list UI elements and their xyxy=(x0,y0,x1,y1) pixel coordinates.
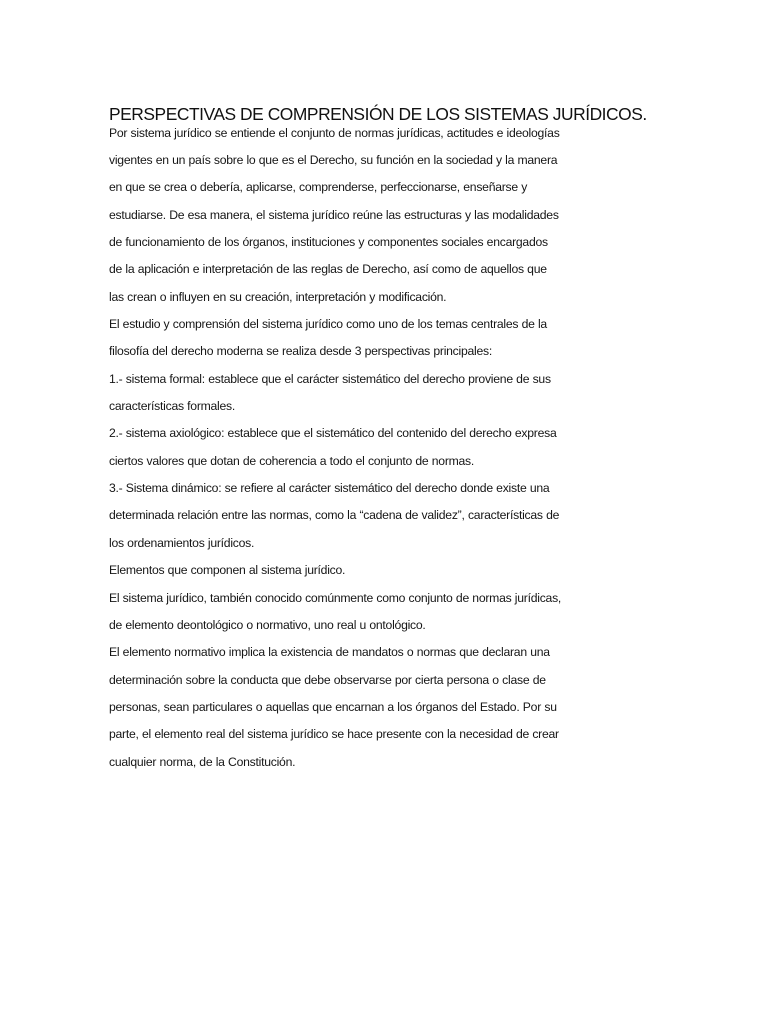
text-line: de elemento deontológico o normativo, uno real u ontológico. xyxy=(109,617,426,632)
text-line: ciertos valores que dotan de coherencia a todo el conjunto de normas. xyxy=(109,453,475,468)
text-line: El estudio y comprensión del sistema jurídico como uno de los temas centrales de la xyxy=(109,317,547,332)
text-line: personas, sean particulares o aquellas que encarnan a los órganos del Estado. Por su xyxy=(109,699,557,714)
text-line: 1.- sistema formal: establece que el carácter sistemático del derecho proviene de sus xyxy=(109,371,551,386)
text-line: de funcionamiento de los órganos, instituciones y componentes sociales encargados xyxy=(109,235,548,250)
document-body xyxy=(109,125,639,776)
text-line: 2.- sistema axiológico: establece que el sistemático del contenido del derecho expresa xyxy=(109,426,557,441)
text-line: filosofía del derecho moderna se realiza desde 3 perspectivas principales: xyxy=(109,344,493,359)
text-line: los ordenamientos jurídicos. xyxy=(109,535,255,550)
text-line: 3.- Sistema dinámico: se refiere al carácter sistemático del derecho donde existe una xyxy=(109,481,550,496)
document-title: PERSPECTIVAS DE COMPRENSIÓN DE LOS SISTEMAS JURÍDICOS. xyxy=(109,104,647,124)
text-line: parte, el elemento real del sistema jurídico se hace presente con la necesidad de crear xyxy=(109,727,559,742)
text-line: Por sistema jurídico se entiende el conjunto de normas jurídicas, actitudes e ideologías xyxy=(109,126,560,140)
text-line: Elementos que componen al sistema jurídico. xyxy=(109,563,346,578)
text-line: determinación sobre la conducta que debe observarse por cierta persona o clase de xyxy=(109,672,546,687)
text-line: las crean o influyen en su creación, interpretación y modificación. xyxy=(109,289,447,304)
text-line: características formales. xyxy=(109,399,236,414)
text-line: de la aplicación e interpretación de las reglas de Derecho, así como de aquellos que xyxy=(109,262,547,277)
text-line: estudiarse. De esa manera, el sistema jurídico reúne las estructuras y las modalidades xyxy=(109,207,559,222)
document-content xyxy=(109,103,647,776)
text-line: determinada relación entre las normas, como la “cadena de validez”, características de xyxy=(109,508,560,523)
text-line: El sistema jurídico, también conocido comúnmente como conjunto de normas jurídicas, xyxy=(109,590,562,605)
text-line: El elemento normativo implica la existencia de mandatos o normas que declaran una xyxy=(109,645,550,660)
text-line: vigentes en un país sobre lo que es el Derecho, su función en la sociedad y la manera xyxy=(109,153,558,167)
text-line: en que se crea o debería, aplicarse, comprenderse, perfeccionarse, enseñarse y xyxy=(109,180,528,195)
text-line: cualquier norma, de la Constitución. xyxy=(109,754,296,769)
